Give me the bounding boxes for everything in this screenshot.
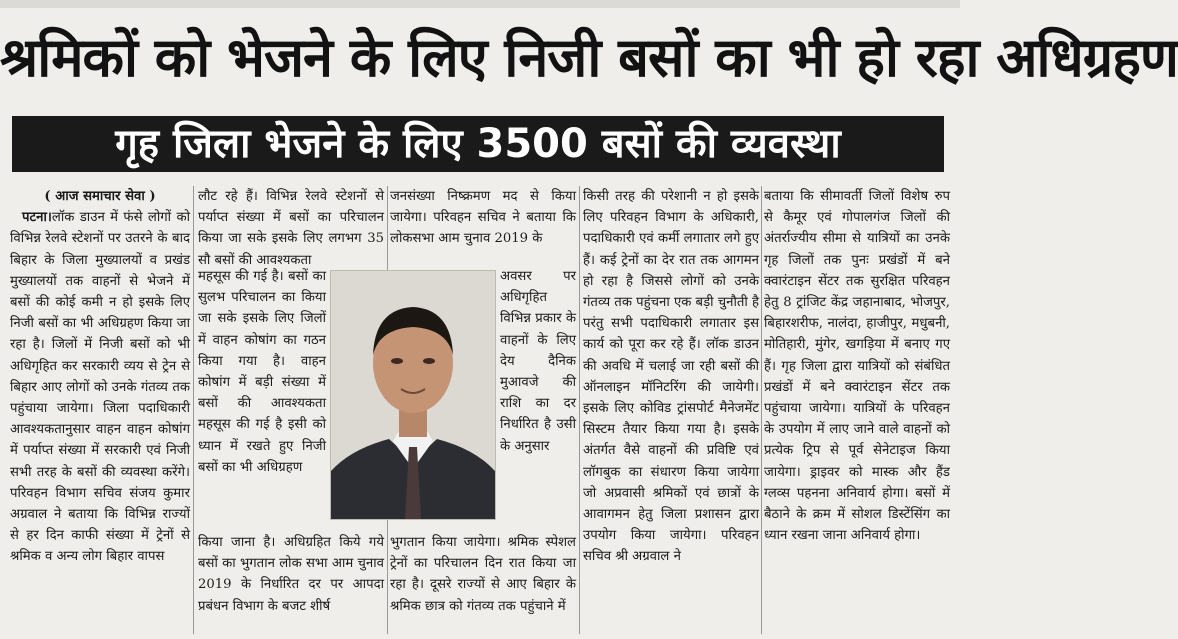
article-column-2-top: लौट रहे हैं। विभिन्न रेलवे स्टेशनों से पर्याप्त संख्या में बसों का परिचालन किया जा सके इसके लिए लगभग 35 सौ बसों की आवश्यकता [198,189,384,268]
article-column-1 [10,186,190,634]
column-rule [579,186,580,634]
subheadline-banner: गृह जिला भेजने के लिए 3500 बसों की व्यवस्था [12,116,944,172]
news-credit: ( आज समाचार सेवा ) [44,189,156,204]
column-rule [761,186,762,634]
column-rule [193,186,194,634]
column-1-text: लॉक डाउन में फंसे लोगों को विभिन्न रेलवे स्टेशनों पर उतरने के बाद बिहार के जिला मुख्यालयों व प्रखंड मुख्यालयों तक वाहनों से भेजने में बसों की कोई कमी न हो इसके लिए निजी बसों का भी अधिग्रहण किया जा रहा है। जिलों में निजी बसों को भी अधिगृहित कर सरकारी व्यय से ट्रेन से बिहार आए लोगों को उनके गंतव्य तक पहुंचाया जायेगा। जिला पदाधिकारी आवश्यकतानुसार वाहन वाहन कोषांग में पर्याप्त संख्या में सरकारी एवं निजी सभी तरह के बसों की व्यवस्था करेंगे। परिवहन विभाग सचिव संजय कुमार अग्रवाल ने बताया कि विभिन्न राज्यों से हर दिन काफी संख्या में ट्रेनों से श्रमिक व अन्य लोग बिहार वापस [10,210,190,565]
dateline: पटना। [22,210,52,226]
article-column-3-side: अवसर पर अधिगृहित विभिन्न प्रकार के वाहनों के लिए देय दैनिक मुआवजे की राशि का दर निर्धारित है उसी के अनुसार [500,269,576,454]
previous-article-strip [0,0,960,8]
article-column-5: बताया कि सीमावर्ती जिलों विशेष रुप से कैमूर एवं गोपालगंज जिलों की अंतर्राज्यीय सीमा से यात्रियों का उनके गृह जिलों तक पुनः प्रखंडों में बने क्वारंटाइन सेंटर तक सुरक्षित परिवहन हेतु 8 ट्रांजिट केंद्र जहानाबाद, भोजपुर, बिहारशरीफ, नालंदा, हाजीपुर, मधुबनी, मोतिहारी, मुंगेर, खगड़िया में बनाए गए हैं। गृह जिला द्वारा यात्रियों को संबंधित प्रखंडों में बने क्वारंटाइन सेंटर तक पहुंचाया जायेगा। यात्रियों के परिवहन के उपयोग में लाए जाने वाले वाहनों को प्रत्येक ट्रिप से पूर्व सेनेटाइज किया जायेगा। ड्राइवर को मास्क और हैंड ग्लव्स पहनना अनिवार्य होगा। बसों में बैठाने के क्रम में सोशल डिस्टेंसिंग का ध्यान रखना जाना अनिवार्य होगा। [764,189,950,544]
headline: श्रमिकों को भेजने के लिए निजी बसों का भी हो रहा अधिग्रहण [0,26,1178,89]
portrait-illustration [331,271,495,519]
article-column-2-side: महसूस की गई है। बसों का सुलभ परिचालन का किया जा सके इसके लिए जिलों में वाहन कोषांग का गठन किया गया है। वाहन कोषांग में बड़ी संख्या में बसों की आवश्यकता महसूस की गई है इसी को ध्यान में रखते हुए निजी बसों का भी अधिग्रहण [198,269,326,475]
article-column-3-bottom: भुगतान किया जायेगा। श्रमिक स्पेशल ट्रेनों का परिचालन दिन रात किया जा रहा है। दूसरे राज्यों से आए बिहार के श्रमिक छात्र को गंतव्य तक पहुंचाने में [390,535,576,614]
article-column-3-top: जनसंख्या निष्क्रमण मद से किया जायेगा। परिवहन सचिव ने बताया कि लोकसभा आम चुनाव 2019 के [390,189,576,247]
article-column-4: किसी तरह की परेशानी न हो इसके लिए परिवहन विभाग के अधिकारी, पदाधिकारी एवं कर्मी लगातार लगे हुए हैं। कई ट्रेनों का देर रात तक आगमन हो रहा है जिससे लोगों को उनके गंतव्य तक पहुंचना एक बड़ी चुनौती है परंतु सभी पदाधिकारी लगातार इस कार्य को पूरा कर रहे हैं। लॉक डाउन की अवधि में चलाई जा रही बसों की ऑनलाइन मॉनिटरिंग की जायेगी। इसके लिए कोविड ट्रांसपोर्ट मैनेजमेंट सिस्टम तैयार किया गया है। इसके अंतर्गत वैसे वाहनों की प्रविष्टि एवं लॉगबुक का संधारण किया जायेगा जो अप्रवासी श्रमिकों एवं छात्रों के आवागमन हेतु जिला प्रशासन द्वारा उपयोग किया जायेगा। परिवहन सचिव श्री अग्रवाल ने [583,189,759,565]
article-column-2-bottom: किया जाना है। अधिग्रहित किये गये बसों का भुगतान लोक सभा आम चुनाव 2019 के निर्धारित दर पर आपदा प्रबंधन विभाग के बजट शीर्ष [198,535,384,614]
official-portrait-photo [330,270,496,520]
